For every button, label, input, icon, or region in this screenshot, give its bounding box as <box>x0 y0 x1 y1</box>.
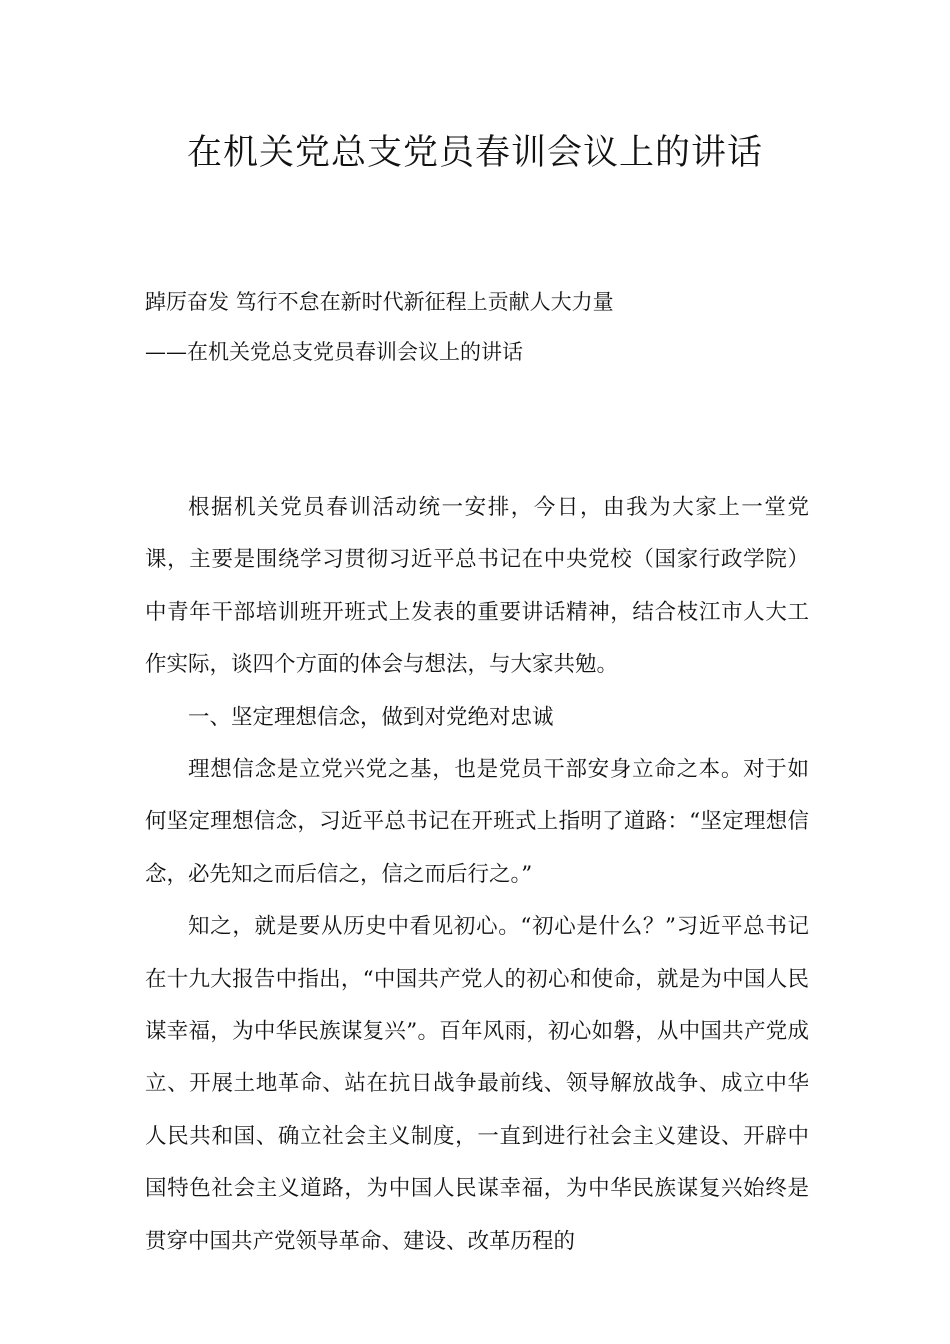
body-paragraph: 根据机关党员春训活动统一安排，今日，由我为大家上一堂党课，主要是围绕学习贯彻习近平总书记在中央党校（国家行政学院）中青年干部培训班开班式上发表的重要讲话精神，结合枝江市人大工作实际，谈四个方面的体会与想法，与大家共勉。 <box>145 495 809 678</box>
document-subtitle-secondary: ——在机关党总支党员春训会议上的讲话 <box>145 340 523 364</box>
section-heading: 一、坚定理想信念，做到对党绝对忠诚 <box>188 704 554 730</box>
body-paragraph: 知之，就是要从历史中看见初心。“初心是什么？”习近平总书记在十九大报告中指出，“中国共产党人的初心和使命，就是为中国人民谋幸福，为中华民族谋复兴”。百年风雨，初心如磐，从中国共产党成立、开展土地革命、站在抗日战争最前线、领导解放战争、成立中华人民共和国、确立社会主义制度，一直到进行社会主义建设、开辟中国特色社会主义道路，为中国人民谋幸福，为中华民族谋复兴始终是贯穿中国共产党领导革命、建设、改革历程的 <box>145 914 809 1254</box>
document-body <box>145 482 809 1268</box>
body-paragraph: 理想信念是立党兴党之基，也是党员干部安身立命之本。对于如何坚定理想信念，习近平总书记在开班式上指明了道路：“坚定理想信念，必先知之而后信之，信之而后行之。” <box>145 757 809 887</box>
document-subtitle-main: 踔厉奋发 笃行不怠在新时代新征程上贡献人大力量 <box>145 290 614 314</box>
document-title: 在机关党总支党员春训会议上的讲话 <box>186 133 763 173</box>
